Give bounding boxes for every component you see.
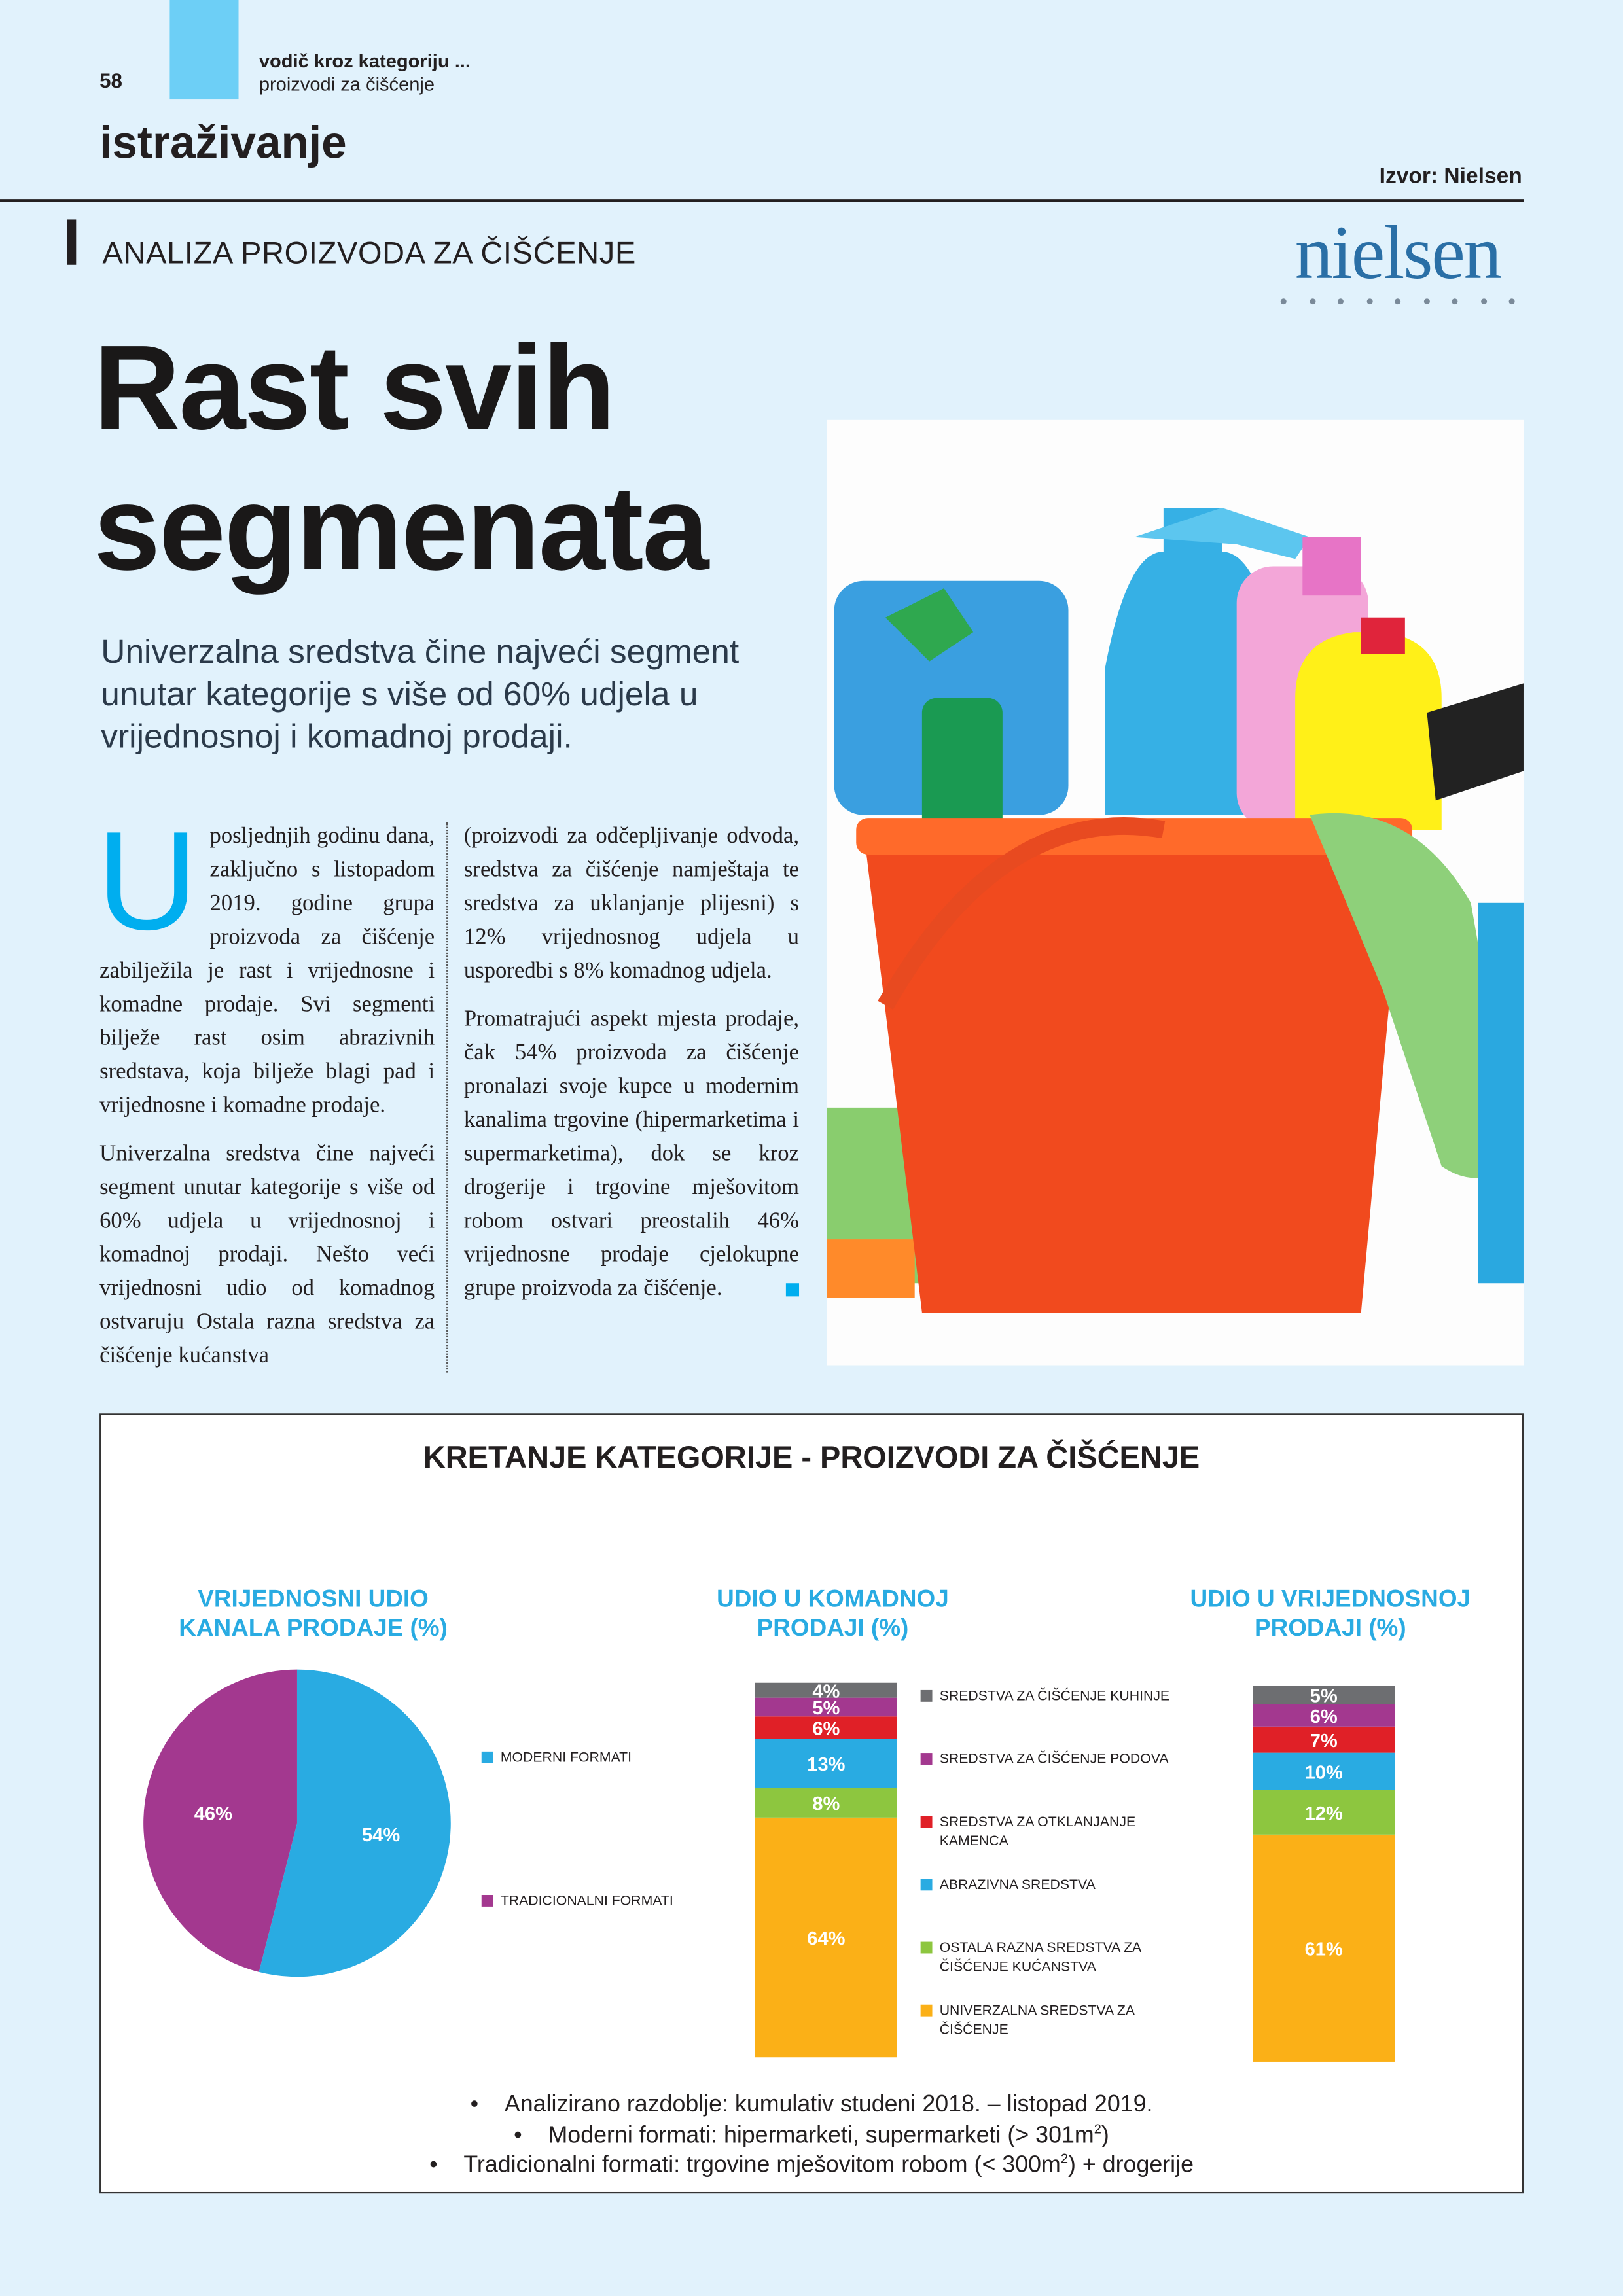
chart-panel <box>99 1413 1524 2193</box>
bar-legend-item <box>921 1876 1177 1895</box>
footnote-1: • Analizirano razdoblje: kumulativ studeni 2018. – listopad 2019. <box>470 2092 1153 2117</box>
legend-label: UNIVERZALNA SREDSTVA ZA ČIŠĆENJE <box>939 2003 1134 2039</box>
pie-data-label: 46% <box>194 1803 232 1825</box>
logo-wordmark: nielsen <box>1294 212 1501 296</box>
footnote-2: • Moderni formati: hipermarketi, supermarketi (> $301m^2$) <box>514 2121 1109 2149</box>
legend-label: SREDSTVA ZA OTKLANJANJE KAMENCA <box>939 1814 1136 1850</box>
legend-label: MODERNI FORMATI <box>500 1750 632 1767</box>
bar-komadna-data-label: 13% <box>807 1754 846 1776</box>
bar-vrijednosna-data-label: 61% <box>1304 1939 1343 1960</box>
header-rule <box>0 199 1524 202</box>
bar-komadna-data-label: 8% <box>812 1793 840 1815</box>
lead-paragraph: Univerzalna sredstva čine najveći segment unutar kategorije s više od 60% udjela u vrijednosnoj i komadnoj prodaji. <box>101 632 740 755</box>
bar2-title-line: UDIO U VRIJEDNOSNOJ <box>1190 1586 1471 1613</box>
article-column-1 <box>96 803 435 1387</box>
footnote-text: ) <box>1101 2123 1109 2149</box>
bar-komadna-data-label: 6% <box>812 1718 840 1740</box>
kicker-bar <box>67 219 76 264</box>
paragraph: posljednjih godinu dana, zaključno s listopadom 2019. godine grupa proizvoda za čišćenje zabilježila je rast i vrijednosne i komadne prodaje. Svi segmenti bilježe rast osim abrazivnih sredstava, koja bilježe blagi pad i vrijednosne i komadne prodaje. <box>99 824 435 1118</box>
bar-vrijednosna-data-label: 7% <box>1310 1730 1338 1752</box>
pie-title-line: VRIJEDNOSNI UDIO <box>198 1586 429 1613</box>
kicker: ANALIZA PROIZVODA ZA ČIŠĆENJE <box>102 237 636 271</box>
paragraph: Promatrajući aspekt mjesta prodaje, čak 54% proizvoda za čišćenje pronalazi svoje kupce u modernim kanalima trgovine (hipermarketima i supermarketima), dok se kroz drogerije i trgovine mješovitom robom ostvari preostalih 46% vrijednosne prodaje cjelokupne grupe proizvoda za čišćenje. <box>463 1006 800 1301</box>
bar-komadna-data-label: 64% <box>807 1928 846 1950</box>
pie-data-label: 54% <box>362 1824 401 1846</box>
paragraph: (proizvodi za odčepljivanje odvoda, sredstva za čišćenje namještaja te sredstva za uklanjanje plijesni) s 12% vrijednosnog udjela u usporedbi s 8% komadnog udjela. <box>463 824 800 983</box>
bar-legend-item <box>921 1750 1177 1769</box>
legend-label: SREDSTVA ZA ČIŠĆENJE PODOVA <box>939 1751 1169 1768</box>
legend-swatch <box>921 2005 933 2017</box>
logo-dots <box>1281 298 1515 304</box>
chart-panel-title: KRETANJE KATEGORIJE - PROIZVODI ZA ČIŠĆENJE <box>423 1441 1200 1475</box>
superscript: 2 <box>1094 2121 1101 2136</box>
bar-legend-item <box>921 1939 1177 1977</box>
section-title: istraživanje <box>99 116 347 169</box>
bar-vrijednosna-data-label: 6% <box>1310 1706 1338 1727</box>
bar-vrijednosna-data-label: 5% <box>1310 1686 1338 1707</box>
bar1-title-line: UDIO U KOMADNOJ <box>717 1586 949 1613</box>
end-mark-icon <box>786 1283 799 1296</box>
legend-swatch <box>921 1942 933 1954</box>
bar2-title-line: PRODAJI (%) <box>1254 1615 1406 1642</box>
headline-line-2: segmenata <box>94 462 708 596</box>
page-tab-marker <box>169 0 238 99</box>
nielsen-logo <box>1270 212 1525 304</box>
legend-swatch <box>921 1690 933 1702</box>
article-column-2 <box>464 819 799 1320</box>
series-subtitle: proizvodi za čišćenje <box>259 73 435 96</box>
footnote-text: Analizirano razdoblje: kumulativ studeni 2018. – listopad 2019. <box>504 2092 1153 2117</box>
column-divider <box>446 822 448 1373</box>
series-title: vodič kroz kategoriju ... <box>259 50 471 72</box>
bar-komadna-data-label: 4% <box>812 1681 840 1703</box>
headline <box>94 319 707 600</box>
footnote-text: Moderni formati: hipermarketi, supermarketi (> 301m <box>548 2123 1094 2149</box>
legend-swatch <box>482 1895 493 1907</box>
legend-label: TRADICIONALNI FORMATI <box>500 1893 673 1910</box>
bar-legend-item <box>921 1813 1177 1851</box>
bar-legend-item <box>921 2002 1177 2040</box>
charts-svg <box>101 1415 1522 2192</box>
legend-swatch <box>482 1752 493 1763</box>
footnote-3: • Tradicionalni formati: trgovine mješovitom robom (< $300m^2$) + drogerije <box>429 2151 1194 2178</box>
superscript: 2 <box>1060 2151 1069 2166</box>
legend-swatch <box>921 1753 933 1765</box>
legend-swatch <box>921 1816 933 1828</box>
drop-cap: U <box>96 803 198 961</box>
legend-swatch <box>921 1879 933 1890</box>
bar-komadna-data-label: 5% <box>812 1698 840 1720</box>
legend-label: ABRAZIVNA SREDSTVA <box>939 1877 1096 1894</box>
legend-label: OSTALA RAZNA SREDSTVA ZA ČIŠĆENJE KUĆANSTVA <box>939 1940 1141 1976</box>
source-credit: Izvor: Nielsen <box>1379 164 1522 189</box>
cleaning-products-photo <box>827 420 1524 1366</box>
bar-vrijednosna-data-label: 12% <box>1304 1803 1343 1824</box>
bar1-title-line: PRODAJI (%) <box>757 1615 909 1642</box>
headline-line-1: Rast svih <box>94 321 615 455</box>
footnote-text: Tradicionalni formati: trgovine mješovitom robom (< 300m <box>463 2153 1061 2178</box>
pie-legend-tradicionalni <box>482 1892 673 1911</box>
footnote-text: ) + drogerije <box>1068 2153 1194 2178</box>
paragraph: Univerzalna sredstva čine najveći segment unutar kategorije s više od 60% udjela u vrijednosnoj i komadnoj prodaji. Nešto veći vrijednosni udio od komadnog ostvaruju Ostala razna sredstva za čišćenje kućanstva <box>99 1141 435 1368</box>
bar-legend-item <box>921 1687 1177 1706</box>
pie-legend-moderni <box>482 1748 632 1767</box>
legend-label: SREDSTVA ZA ČIŠĆENJE KUHINJE <box>939 1688 1170 1705</box>
page-number: 58 <box>99 69 122 92</box>
pie-title-line: KANALA PRODAJE (%) <box>179 1615 448 1642</box>
bar-vrijednosna-data-label: 10% <box>1304 1762 1343 1784</box>
